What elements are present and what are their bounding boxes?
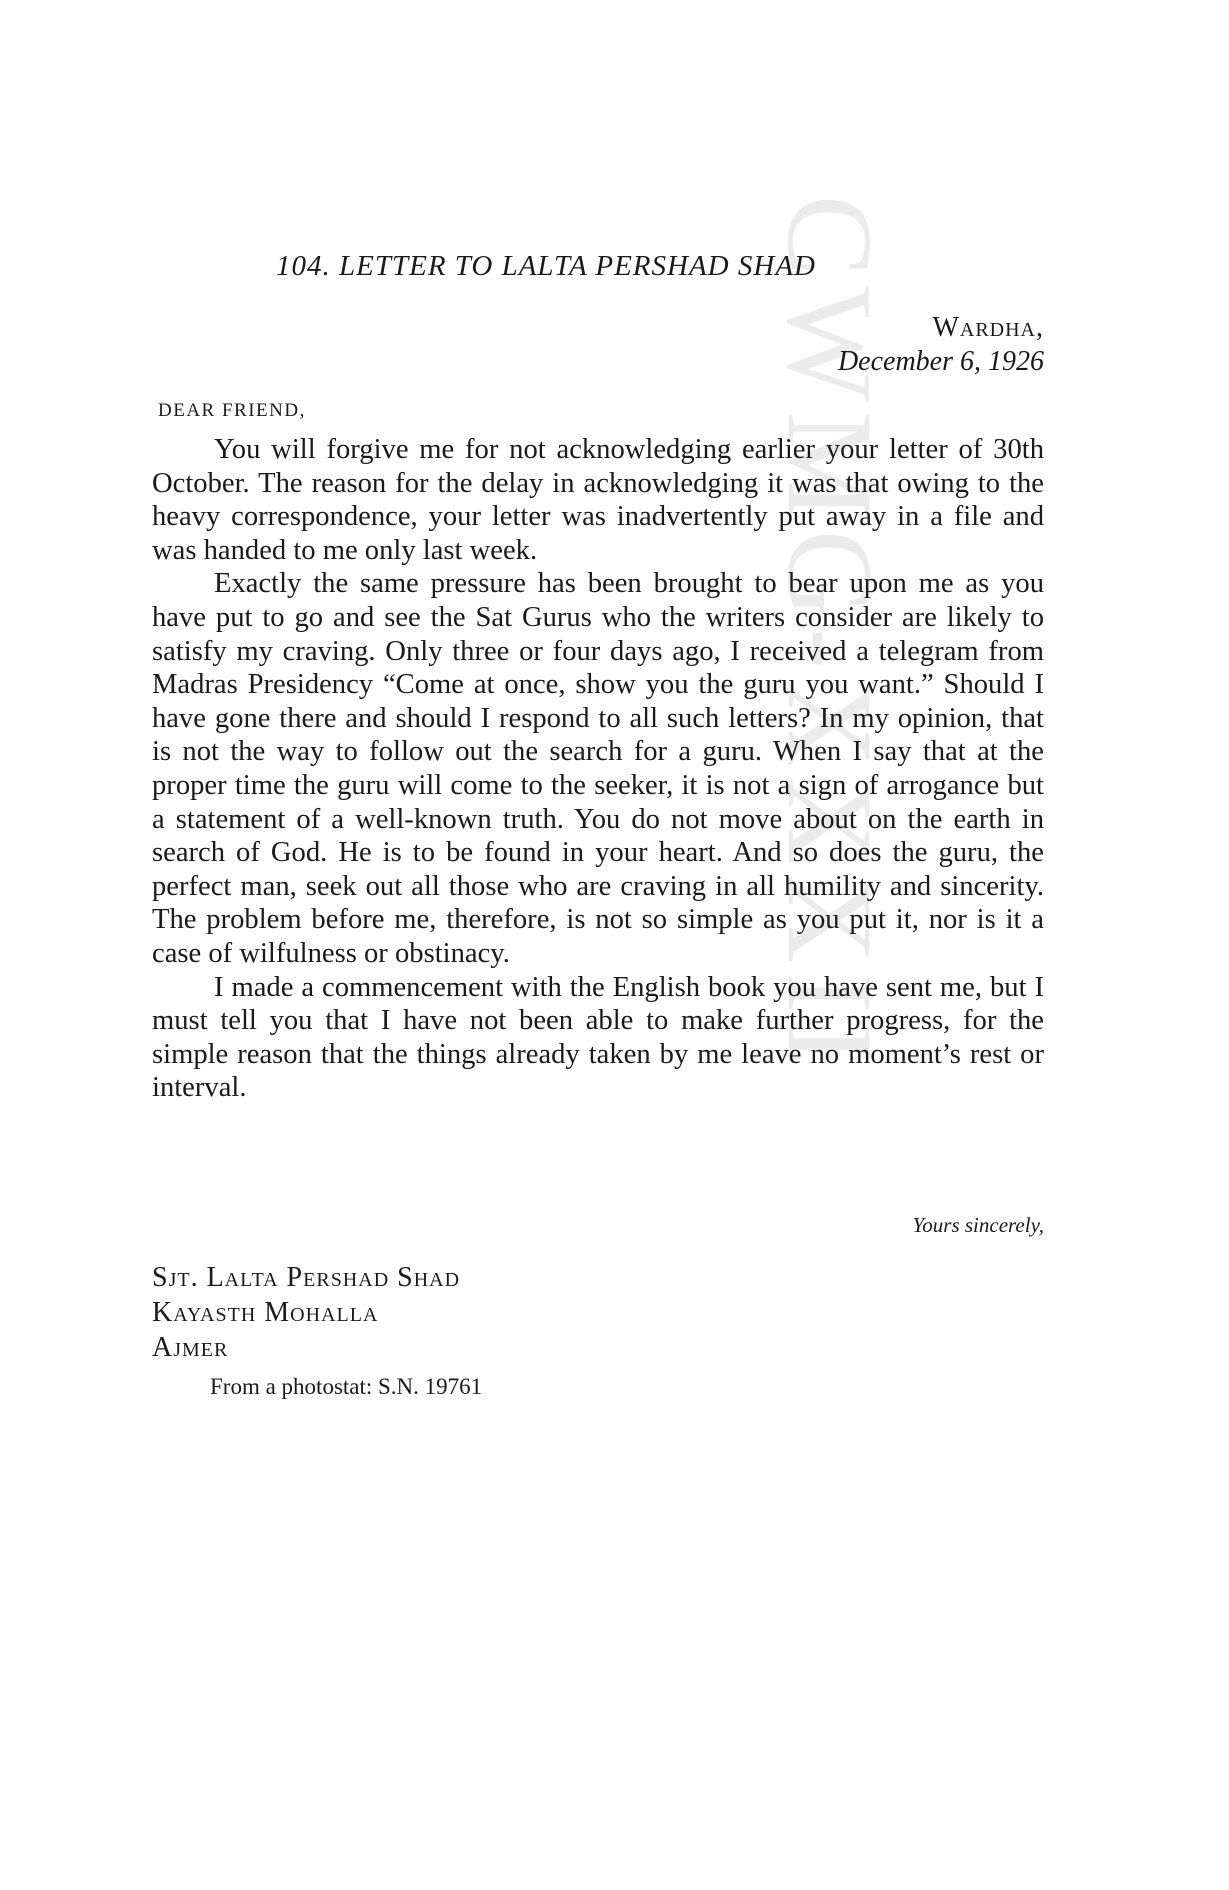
address-line-city: Ajmer <box>152 1332 229 1363</box>
closing: Yours sincerely, <box>912 1213 1044 1237</box>
letter-place: Wardha, <box>932 312 1044 343</box>
letter-body <box>152 433 1044 1105</box>
letter-date: December 6, 1926 <box>837 346 1044 377</box>
address-line-street: Kayasth Mohalla <box>152 1297 379 1328</box>
address-line-name: Sjt. Lalta Pershad Shad <box>152 1262 461 1293</box>
paragraph-1: You will forgive me for not acknowledging earlier your letter of 30th October. The reason for the delay in acknowledging it was that owing to the heavy correspondence, your letter was inadvertently put away in a file and was handed to me only last week. <box>152 434 1044 566</box>
source-note: From a photostat: S.N. 19761 <box>210 1374 483 1399</box>
recipient-address <box>152 1260 460 1365</box>
watermark-text: CWMG-XXXII <box>762 195 897 1075</box>
paragraph-3: I made a commencement with the English book you have sent me, but I must tell you that I have not been able to make further progress, for the simple reason that the things already taken by me leave no moment’s rest or interval. <box>152 971 1044 1104</box>
letter-title: 104. LETTER TO LALTA PERSHAD SHAD <box>276 250 816 282</box>
paragraph-2: Exactly the same pressure has been brought to bear upon me as you have put to go and see the Sat Gurus who the writers consider are likely to satisfy my craving. Only three or four days ago, I received a telegram from Madras Presidency “Come at once, show you the guru you want.” Should I have gone there and should I respond to all such letters? In my opinion, that is not the way to follow out the search for a guru. When I say that at the proper time the guru will come to the seeker, it is not a sign of arrogance but a statement of a well-known truth. You do not move about on the earth in search of God. He is to be found in your heart. And so does the guru, the perfect man, seek out all those who are craving in all humility and sincerity. The problem before me, therefore, is not so simple as you put it, nor is it a case of wilfulness or obstinacy. <box>152 568 1044 969</box>
salutation: DEAR FRIEND, <box>158 400 306 421</box>
